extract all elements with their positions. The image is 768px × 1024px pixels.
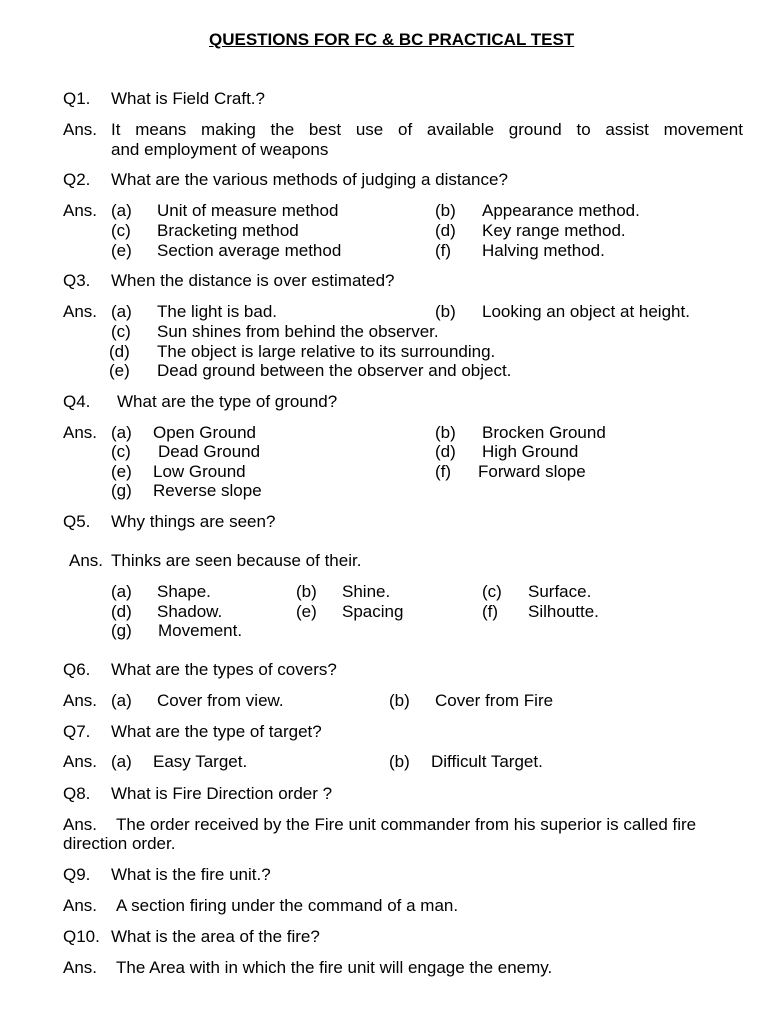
answer-label: Ans. [63,423,98,442]
option-key: (b) [389,752,410,771]
option-text: Brocken Ground [482,423,606,442]
question-text: Why things are seen? [111,512,276,531]
option-key: (a) [111,423,132,442]
option-text: Shadow. [157,602,223,621]
option-text: High Ground [482,442,579,461]
option-text: Bracketing method [157,221,299,240]
option-key: (c) [482,582,502,601]
question-text: What are the various methods of judging a distance? [111,170,508,189]
question-text: What are the types of covers? [111,660,337,679]
option-key: (g) [111,621,132,640]
answer-label: Ans. [63,691,98,710]
option-key: (b) [435,201,456,220]
option-text: Section average method [157,241,342,260]
option-key: (f) [435,462,452,481]
option-key: (b) [435,423,456,442]
option-key: (d) [435,442,456,461]
document-title: QUESTIONS FOR FC & BC PRACTICAL TEST [209,30,575,49]
question-text: What is Field Craft.? [111,89,265,108]
option-key: (c) [111,442,131,461]
question-text: What is the area of the fire? [111,927,320,946]
option-text: Appearance method. [482,201,640,220]
option-text: Low Ground [153,462,246,481]
answer-text: and employment of weapons [111,140,329,159]
option-key: (g) [111,481,132,500]
option-text: Silhoutte. [528,602,599,621]
question-text: What is the fire unit.? [111,865,271,884]
option-key: (b) [389,691,410,710]
question-number: Q3. [63,271,91,290]
answer-text: Thinks are seen because of their. [111,551,362,570]
option-text: Cover from Fire [435,691,554,710]
answer-label: Ans. [63,815,98,834]
option-text: The light is bad. [157,302,278,321]
answer-label: Ans. [63,958,98,977]
option-text: Forward slope [478,462,586,481]
option-text: Easy Target. [153,752,248,771]
option-text: Spacing [342,602,404,621]
option-key: (c) [111,322,131,341]
option-text: Shine. [342,582,391,601]
option-text: Surface. [528,582,592,601]
answer-label: Ans. [69,551,104,570]
answer-label: Ans. [63,752,98,771]
question-number: Q10. [63,927,100,946]
question-number: Q5. [63,512,91,531]
option-text: Halving method. [482,241,605,260]
question-text: What are the type of ground? [117,392,338,411]
answer-label: Ans. [63,120,98,139]
option-key: (d) [435,221,456,240]
option-key: (c) [111,221,131,240]
option-text: Dead ground between the observer and object. [157,361,512,380]
question-text: What is Fire Direction order ? [111,784,333,803]
question-text: What are the type of target? [111,722,322,741]
option-text: Open Ground [153,423,257,442]
option-text: Cover from view. [157,691,284,710]
option-key: (a) [111,582,132,601]
option-text: Difficult Target. [431,752,543,771]
answer-text: The order received by the Fire unit commander from his superior is called fire [116,815,697,834]
option-key: (f) [435,241,452,260]
option-key: (a) [111,752,132,771]
option-text: Sun shines from behind the observer. [157,322,439,341]
answer-label: Ans. [63,201,98,220]
question-number: Q4. [63,392,91,411]
option-key: (a) [111,201,132,220]
option-text: Shape. [157,582,211,601]
option-key: (f) [482,602,499,621]
option-key: (e) [109,361,130,380]
option-key: (b) [296,582,317,601]
option-key: (d) [109,342,130,361]
answer-text: It means making the best use of available ground to assist movement [111,120,743,139]
answer-text: The Area with in which the fire unit will engage the enemy. [116,958,553,977]
option-text: Movement. [158,621,243,640]
option-text: The object is large relative to its surrounding. [157,342,496,361]
question-number: Q6. [63,660,91,679]
answer-text: direction order. [63,834,176,853]
question-number: Q7. [63,722,91,741]
answer-label: Ans. [63,302,98,321]
option-text: Reverse slope [153,481,262,500]
option-key: (d) [111,602,132,621]
option-text: Key range method. [482,221,626,240]
option-text: Looking an object at height. [482,302,690,321]
option-key: (a) [111,691,132,710]
question-number: Q2. [63,170,91,189]
option-key: (e) [111,462,132,481]
option-key: (e) [296,602,317,621]
answer-label: Ans. [63,896,98,915]
option-key: (a) [111,302,132,321]
option-text: Unit of measure method [157,201,339,220]
question-number: Q9. [63,865,91,884]
option-key: (e) [111,241,132,260]
option-text: Dead Ground [158,442,261,461]
question-number: Q1. [63,89,91,108]
question-text: When the distance is over estimated? [111,271,395,290]
answer-text: A section firing under the command of a man. [116,896,459,915]
question-number: Q8. [63,784,91,803]
option-key: (b) [435,302,456,321]
